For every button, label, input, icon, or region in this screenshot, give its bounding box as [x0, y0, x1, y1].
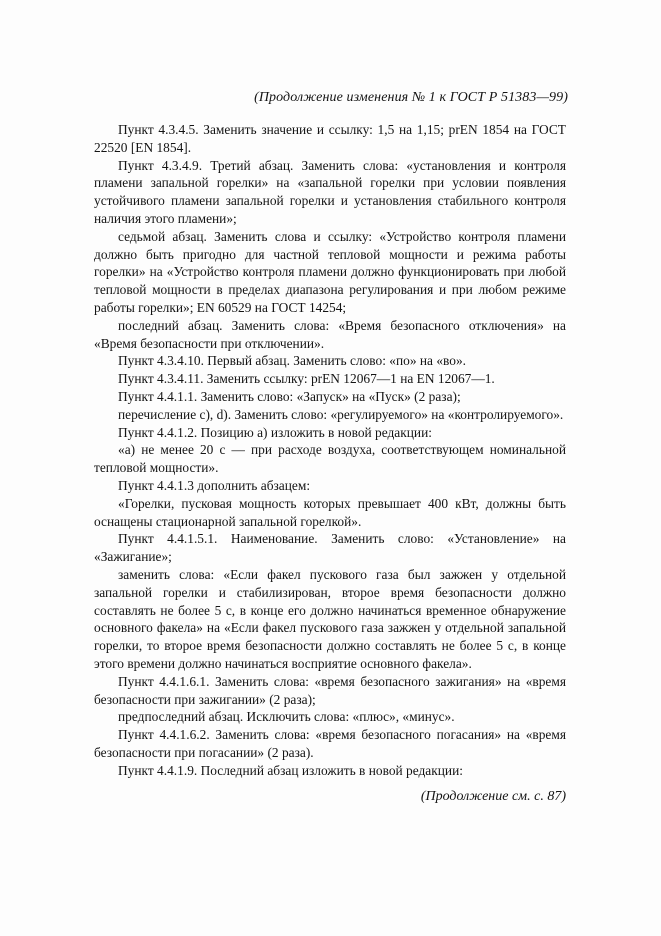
paragraph: Пункт 4.4.1.6.2. Заменить слова: «время безопасного погасания» на «время безопасности при погасании» (2 раза). [94, 727, 566, 760]
paragraph: «а) не менее 20 с — при расходе воздуха, соответствующем номинальной тепловой мощности». [94, 442, 566, 476]
paragraph: Пункт 4.4.1.5.1. Наименование. Заменить слово: «Установление» на «Зажигание»; [94, 531, 566, 565]
document-body [94, 121, 566, 779]
paragraph: «Горелки, пусковая мощность которых превышает 400 кВт, должны быть оснащены стационарной запальной горелкой». [94, 495, 566, 529]
paragraph: последний абзац. Заменить слова: «Время безопасного отключения» на «Время безопасности при отключении». [94, 317, 566, 351]
paragraph: заменить слова: «Если факел пускового газа был зажжен у отдельной запальной горелки и стабилизирован, второе время безопасности должно составлять не более 5 с, в конце его должно начинаться временное обнаружение основного факела» на «Если факел пускового газа зажжен у отдельной запальной горелки, то второе время безопасности должно составлять не более 5 с, в конце этого времени должно начинаться восприятие основного факела». [94, 566, 566, 671]
paragraph: предпоследний абзац. Исключить слова: «плюс», «минус». [118, 709, 455, 725]
paragraph: Пункт 4.4.1.2. Позицию а) изложить в новой редакции: [118, 424, 432, 440]
page-header: (Продолжение изменения № 1 к ГОСТ Р 51383—99) [254, 90, 568, 105]
paragraph: Пункт 4.3.4.5. Заменить значение и ссылку: 1,5 на 1,15; prEN 1854 на ГОСТ 22520 [EN 1854]. [94, 122, 566, 155]
paragraph: Пункт 4.3.4.10. Первый абзац. Заменить слово: «по» на «во». [118, 353, 467, 369]
paragraph: Пункт 4.4.1.6.1. Заменить слова: «время безопасного зажигания» на «время безопасности при зажигании» (2 раза); [94, 673, 566, 707]
paragraph: Пункт 4.4.1.9. Последний абзац изложить в новой редакции: [118, 762, 463, 778]
paragraph: Пункт 4.4.1.3 дополнить абзацем: [118, 477, 311, 493]
paragraph: седьмой абзац. Заменить слова и ссылку: «Устройство контроля пламени должно быть пригодно для частной тепловой мощности и режима работы горелки» на «Устройство контроля пламени должно функционировать при любой тепловой мощности в пределах диапазона регулирования и при любом режиме работы горелки»; EN 60529 на ГОСТ 14254; [94, 228, 566, 315]
paragraph: перечисление с), d). Заменить слово: «регулируемого» на «контролируемого». [118, 406, 564, 422]
paragraph: Пункт 4.3.4.9. Третий абзац. Заменить слова: «установления и контроля пламени запальной горелки» на «запальной горелки при условии появления устойчивого пламени запальной горелки и установления стабильного контроля наличия этого пламени»; [94, 157, 566, 226]
paragraph: Пункт 4.3.4.11. Заменить ссылку: prEN 12067—1 на EN 12067—1. [118, 371, 495, 387]
page-footer: (Продолжение см. с. 87) [420, 789, 566, 804]
paragraph: Пункт 4.4.1.1. Заменить слово: «Запуск» на «Пуск» (2 раза); [118, 388, 461, 404]
